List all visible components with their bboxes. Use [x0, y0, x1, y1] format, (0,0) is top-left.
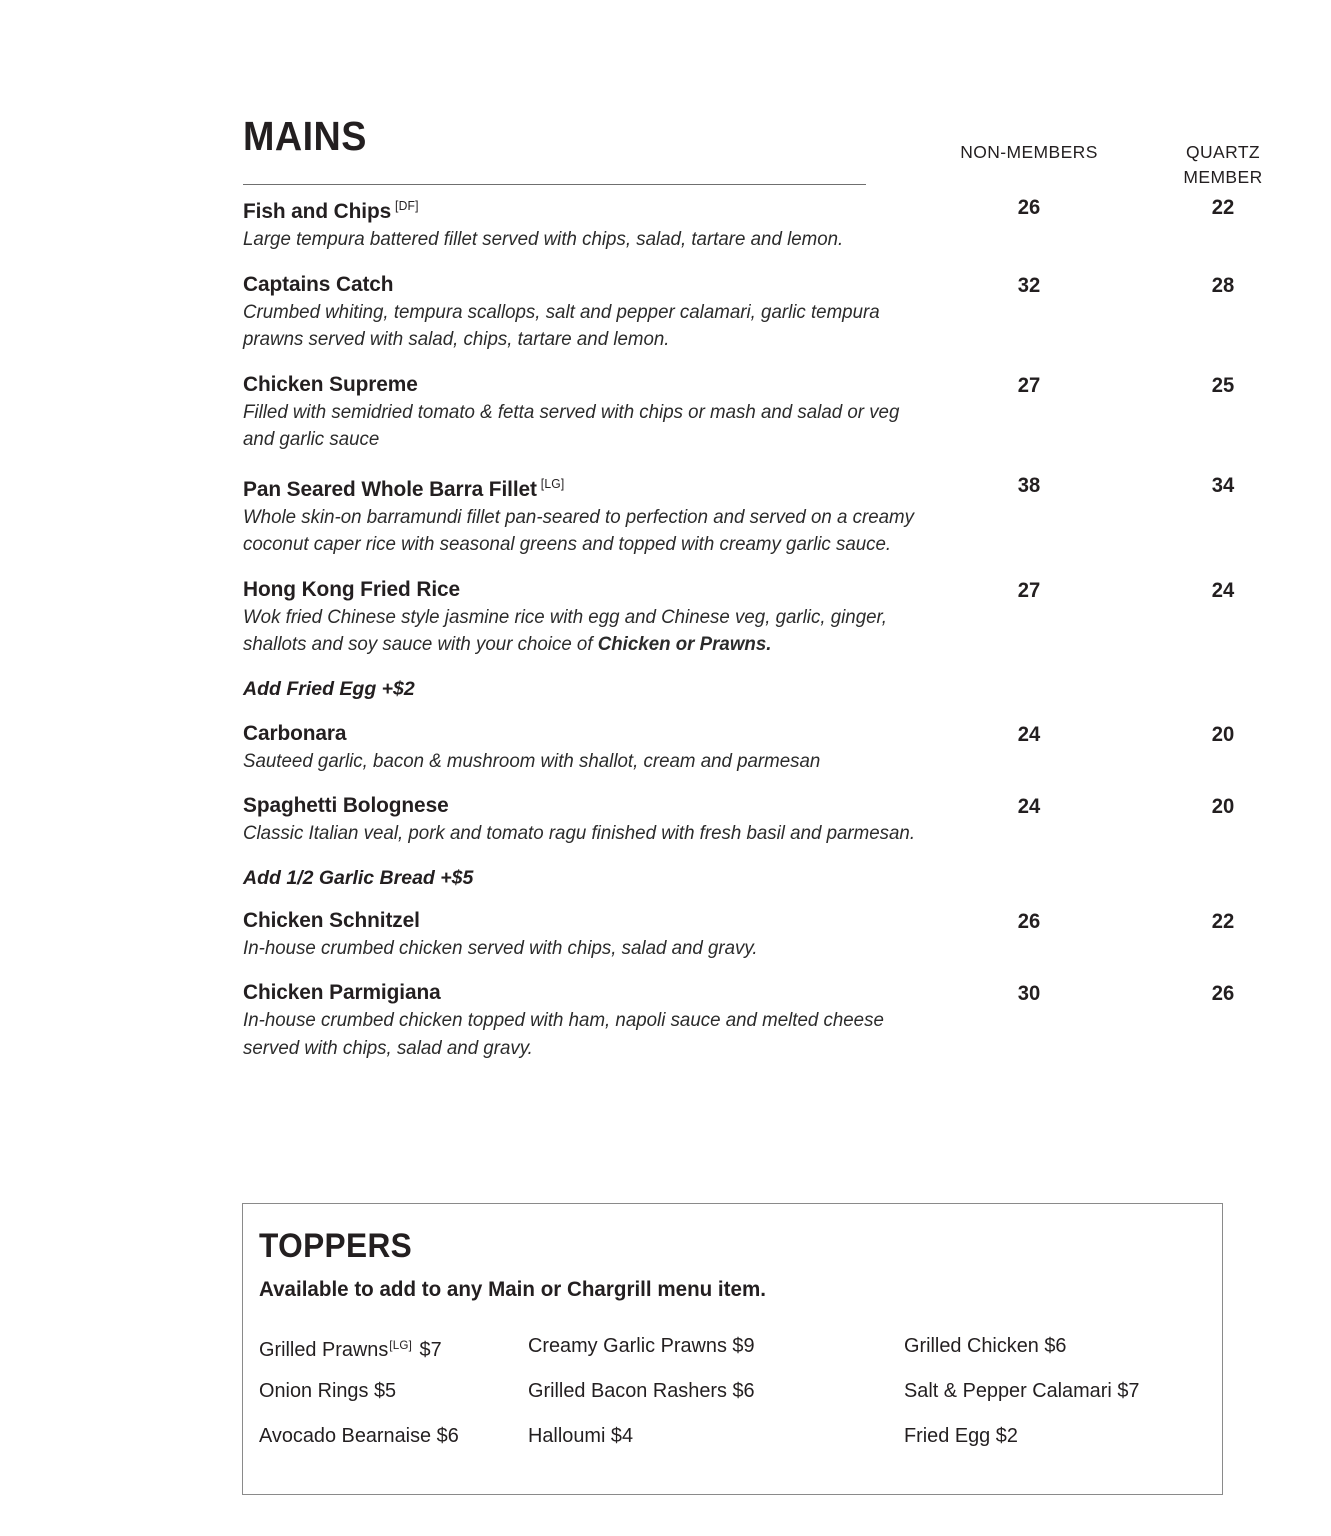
menu-item: [243, 719, 1243, 776]
topper-name: Fried Egg: [904, 1424, 991, 1447]
menu-item-description: In-house crumbed chicken served with chips, salad and gravy.: [243, 937, 758, 959]
menu-item-text: [243, 719, 943, 776]
mains-header: [243, 112, 1263, 190]
toppers-section: [242, 1203, 1223, 1495]
toppers-subtitle: Available to add to any Main or Chargrill menu item.: [259, 1278, 766, 1301]
menu-item: [243, 906, 1243, 963]
menu-item-description: Large tempura battered fillet served with chips, salad, tartare and lemon.: [243, 229, 844, 250]
topper-item: [528, 1331, 755, 1360]
menu-item-text: [243, 575, 943, 659]
menu-item-name-text: Chicken Supreme: [243, 371, 418, 396]
menu-item-text: [243, 470, 943, 559]
topper-price: $4: [610, 1424, 634, 1447]
menu-item-name: [243, 575, 922, 603]
menu-item-description: Filled with semidried tomato & fetta served with chips or mash and salad or veg and garlic sauce: [243, 401, 900, 450]
topper-item: [259, 1421, 459, 1450]
menu-item-name: [243, 270, 922, 298]
price-non-member: 26: [1017, 908, 1041, 933]
menu-item-name: [243, 906, 922, 934]
menu-item-name-text: Hong Kong Fried Rice: [243, 576, 461, 601]
menu-item-description-emphasis: Chicken or Prawns.: [597, 634, 772, 655]
topper-name: Avocado Bearnaise: [259, 1424, 432, 1447]
menu-item-text: [243, 791, 943, 848]
topper-price: $9: [732, 1334, 755, 1357]
topper-item: [528, 1376, 755, 1405]
topper-item: [259, 1331, 442, 1364]
menu-item-description: Whole skin-on barramundi fillet pan-seared to perfection and served on a creamy coconut caper rice with seasonal greens and topped with creamy garlic sauce.: [243, 506, 914, 555]
menu-item-name-text: Pan Seared Whole Barra Fillet: [243, 476, 537, 501]
price-non-member: 27: [1017, 577, 1041, 602]
menu-item: [243, 470, 1243, 559]
column-header-quartz-line2: MEMBER: [1183, 167, 1263, 187]
price-non-member: 32: [1017, 272, 1041, 297]
menu-item-name: [243, 978, 922, 1006]
menu-item-prices: [903, 791, 1243, 819]
mains-section: [243, 112, 1263, 1078]
menu-item-name-text: Chicken Schnitzel: [243, 907, 420, 932]
menu-item-name-text: Chicken Parmigiana: [243, 980, 441, 1004]
topper-item: [259, 1376, 396, 1405]
topper-item: [528, 1421, 633, 1450]
price-quartz-member: 26: [1211, 981, 1235, 1005]
menu-item-prices: [903, 575, 1243, 603]
menu-item-prices: [903, 719, 1243, 747]
menu-item-addon: Add 1/2 Garlic Bread +$5: [243, 866, 474, 889]
menu-item-name: [243, 192, 922, 225]
menu-item-prices: [903, 370, 1243, 398]
page-title: MAINS: [243, 113, 367, 159]
topper-name: Onion Rings: [259, 1379, 369, 1402]
menu-item: [243, 791, 1243, 848]
menu-item-description: Sauteed garlic, bacon & mushroom with shallot, cream and parmesan: [243, 750, 821, 772]
price-non-member: 38: [1017, 472, 1041, 497]
menu-item-description: Classic Italian veal, pork and tomato ragu finished with fresh basil and parmesan.: [243, 823, 916, 844]
menu-item-name-text: Spaghetti Bolognese: [243, 793, 449, 817]
menu-item-name-text: Fish and Chips: [243, 199, 392, 223]
menu-item-text: [243, 978, 943, 1062]
topper-name: Grilled Chicken: [904, 1334, 1039, 1357]
menu-item-text: [243, 906, 943, 963]
menu-item: [243, 192, 1243, 254]
topper-item: [904, 1421, 1018, 1450]
menu-item-name-text: Captains Catch: [243, 271, 394, 296]
toppers-title: TOPPERS: [259, 1227, 413, 1265]
price-quartz-member: 34: [1211, 472, 1235, 497]
menu-item-name-text: Carbonara: [243, 720, 347, 745]
topper-name: Halloumi: [528, 1424, 606, 1447]
price-non-member: 30: [1017, 981, 1041, 1005]
menu-item-name: [243, 791, 922, 819]
topper-price: $6: [1044, 1334, 1067, 1357]
menu-item-list: [243, 192, 1243, 1062]
menu-item-prices: [903, 906, 1243, 934]
menu-item-name: [243, 470, 922, 503]
price-quartz-member: 20: [1211, 721, 1235, 746]
menu-item-description-text: Wok fried Chinese style jasmine rice with egg and Chinese veg, garlic, ginger, shallots and soy sauce with your choice of: [243, 606, 887, 655]
price-non-member: 24: [1017, 794, 1041, 818]
topper-item: [904, 1376, 1139, 1405]
dietary-tag: [DF]: [395, 199, 419, 213]
column-header-quartz-line1: QUARTZ: [1185, 142, 1261, 162]
menu-item-prices: [903, 192, 1243, 220]
topper-name: Grilled Bacon Rashers: [528, 1379, 727, 1402]
topper-name: Salt & Pepper Calamari: [904, 1379, 1112, 1402]
topper-price: $7: [419, 1338, 442, 1361]
toppers-grid: [259, 1331, 1222, 1481]
topper-item: [904, 1331, 1066, 1360]
menu-item-prices: [903, 470, 1243, 498]
price-non-member: 24: [1017, 721, 1041, 746]
price-non-member: 27: [1017, 372, 1041, 397]
menu-item-prices: [903, 978, 1243, 1006]
menu-item-text: [243, 270, 943, 354]
menu-item-description: In-house crumbed chicken topped with ham, napoli sauce and melted cheese served with chips, salad and gravy.: [243, 1010, 884, 1059]
dietary-tag: [LG]: [540, 476, 565, 491]
menu-item: [243, 575, 1243, 659]
topper-price: $7: [1117, 1379, 1140, 1402]
price-non-member: 26: [1017, 195, 1041, 219]
menu-item-text: [243, 192, 943, 254]
price-quartz-member: 28: [1211, 272, 1235, 297]
price-column-headers: [903, 140, 1263, 196]
topper-price: $5: [373, 1379, 397, 1402]
title-divider: [243, 184, 866, 185]
topper-name: Grilled Prawns: [259, 1338, 389, 1361]
price-quartz-member: 25: [1211, 372, 1235, 397]
price-quartz-member: 22: [1211, 195, 1235, 219]
menu-item: [243, 270, 1243, 354]
price-quartz-member: 22: [1211, 908, 1235, 933]
menu-item-description: [243, 604, 933, 659]
price-quartz-member: 24: [1211, 577, 1235, 602]
topper-price: $6: [732, 1379, 755, 1402]
menu-item-description: Crumbed whiting, tempura scallops, salt and pepper calamari, garlic tempura prawns served with salad, chips, tartare and lemon.: [243, 301, 880, 350]
menu-item-text: [243, 370, 943, 454]
menu-item-name: [243, 370, 922, 398]
menu-item-addon: Add Fried Egg +$2: [243, 677, 415, 700]
topper-price: $6: [436, 1424, 459, 1447]
column-header-non-members: NON-MEMBERS: [960, 142, 1098, 162]
topper-name: Creamy Garlic Prawns: [528, 1334, 727, 1357]
column-header-quartz-member: [1158, 140, 1288, 190]
menu-item: [243, 370, 1243, 454]
topper-price: $2: [995, 1424, 1018, 1447]
dietary-tag: [LG]: [389, 1338, 413, 1352]
menu-item-name: [243, 719, 922, 747]
menu-item: [243, 978, 1243, 1062]
price-quartz-member: 20: [1211, 794, 1235, 818]
menu-item-prices: [903, 270, 1243, 298]
